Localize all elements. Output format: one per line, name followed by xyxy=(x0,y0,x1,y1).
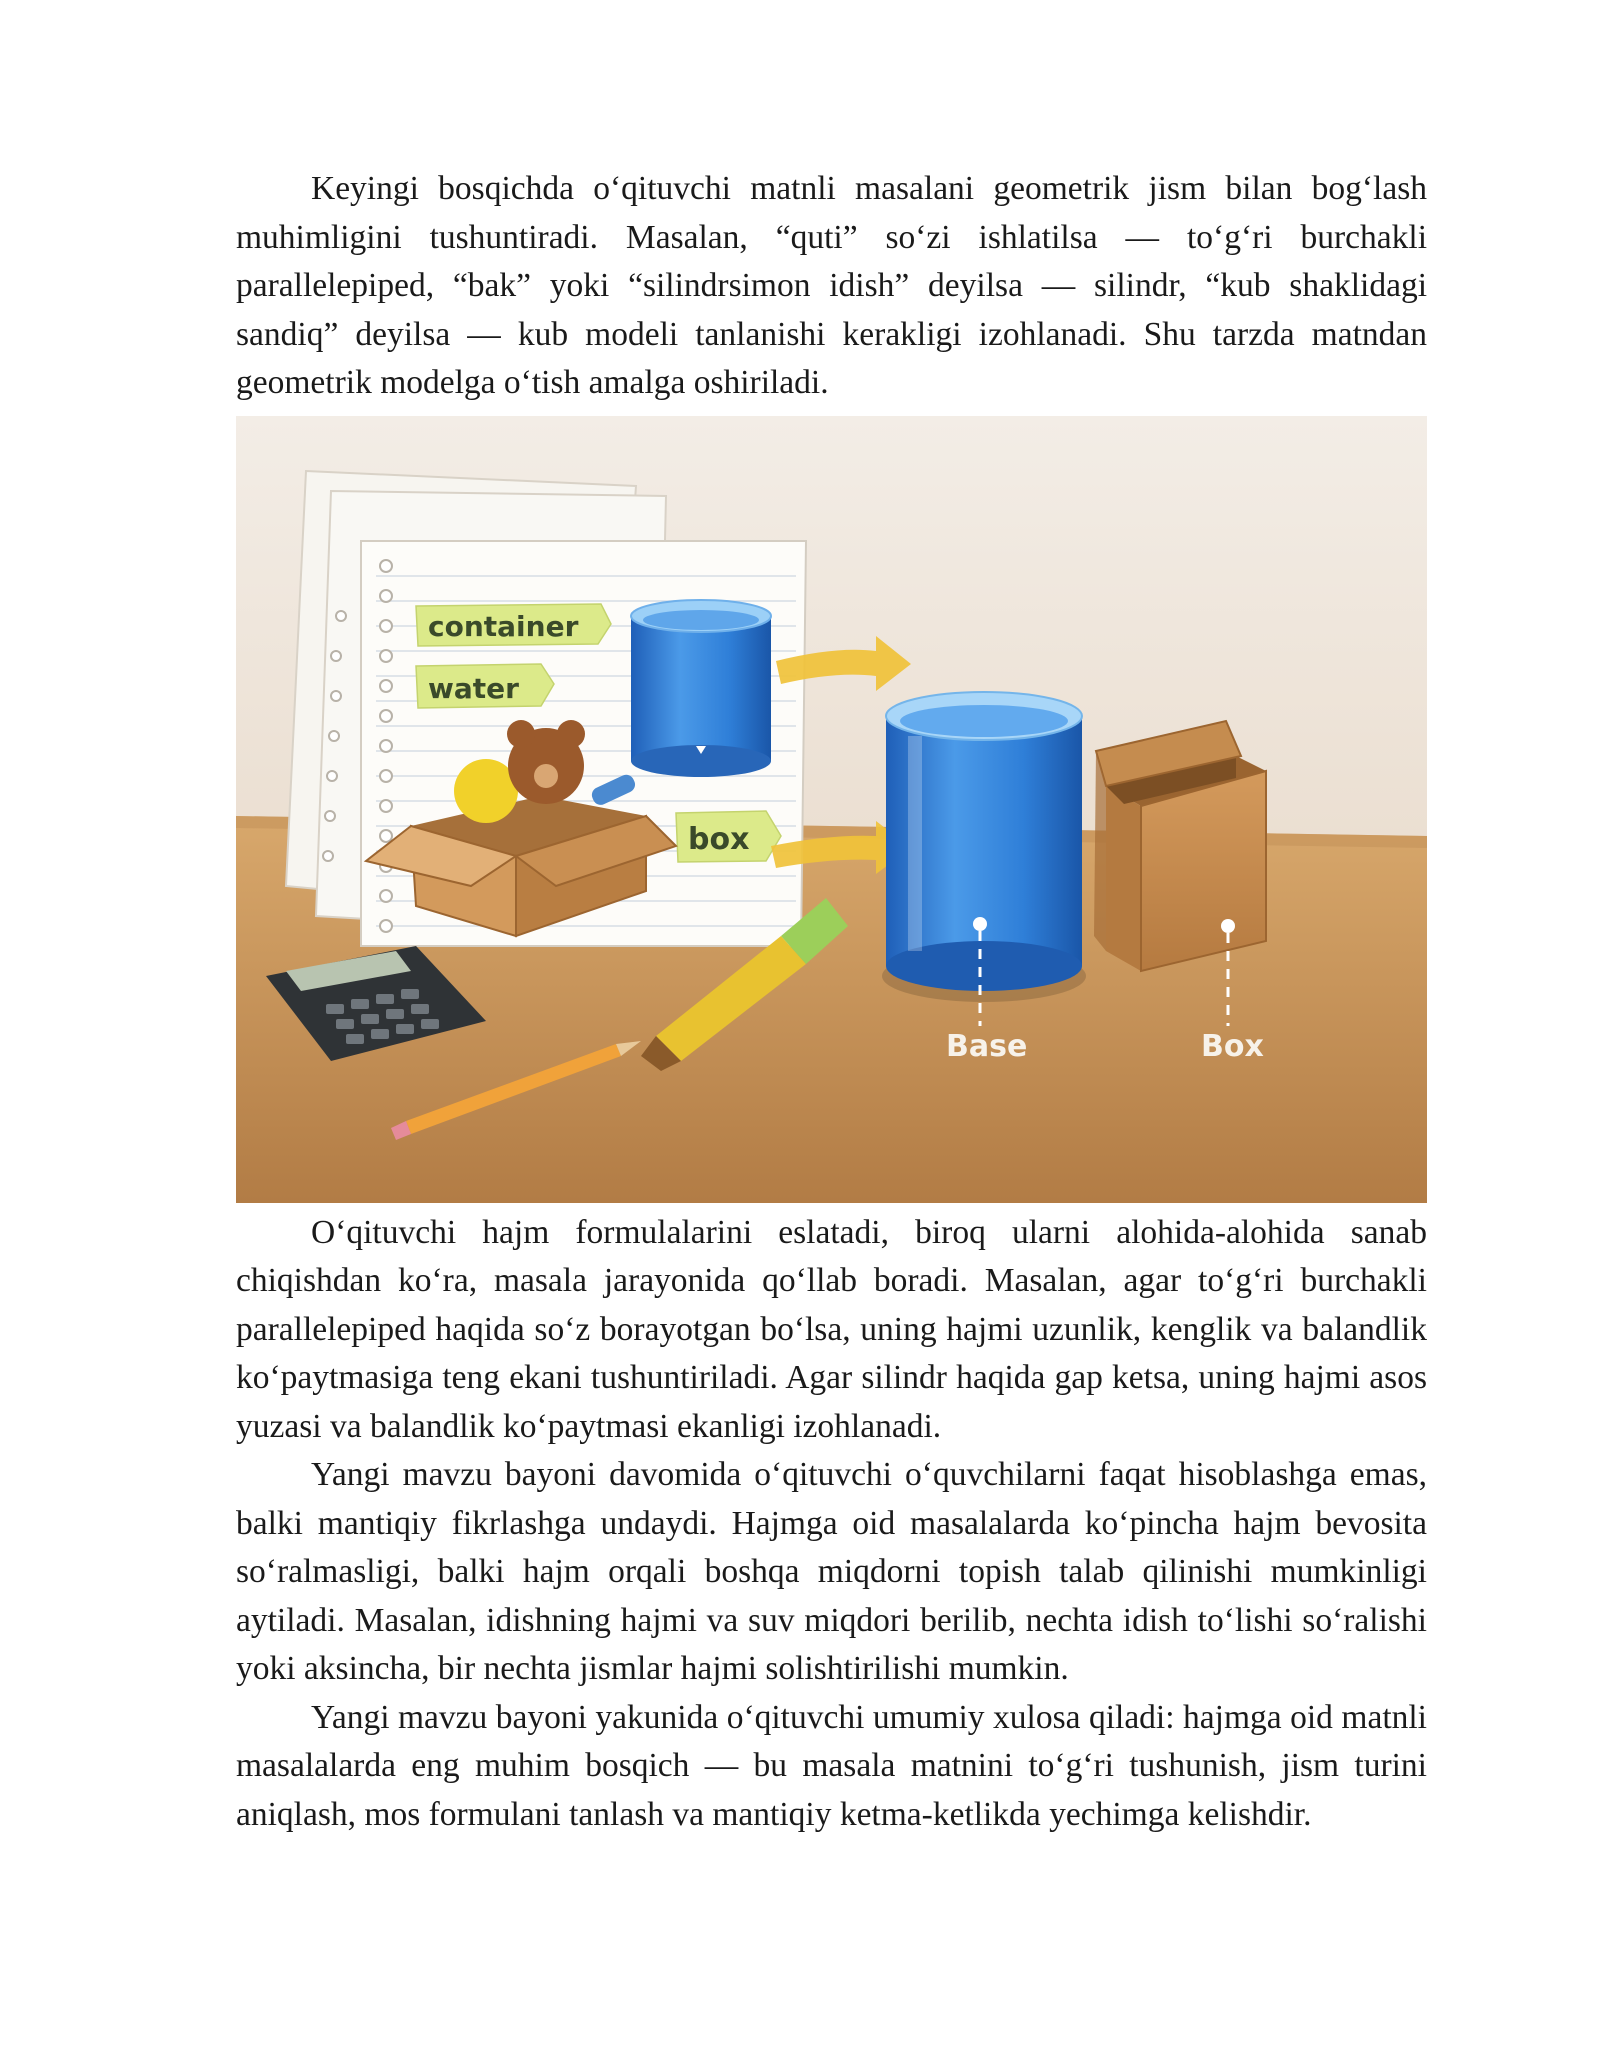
svg-text:water: water xyxy=(428,671,519,705)
illustration-text-to-geometric-model xyxy=(236,416,1427,1203)
box-tag xyxy=(676,811,781,862)
base-caption: Base xyxy=(946,1028,1028,1064)
paragraph-intro: Keyingi bosqichda o‘qituvchi matnli masalani geometrik jism bilan bog‘lash muhimligini tushuntiradi. Masalan, “quti” so‘zi ishlatilsa — to‘g‘ri burchakli parallelepiped, “bak” yoki “silindrsimon idish” deyilsa — silindr, “kub shaklidagi sandiq” deyilsa — kub modeli tanlanishi kerakligi izohlanadi. Shu tarzda matndan geometrik modelga o‘tish amalga oshiriladi. xyxy=(236,170,1427,401)
box-caption: Box xyxy=(1201,1028,1264,1064)
svg-text:container: container xyxy=(428,609,579,643)
svg-text:box: box xyxy=(688,821,750,857)
document-page xyxy=(236,165,1427,1839)
container-tag xyxy=(416,604,611,646)
large-cylinder-image xyxy=(882,692,1086,1026)
paragraph-conclusion: Yangi mavzu bayoni yakunida o‘qituvchi umumiy xulosa qiladi: hajmga oid matnli masalalarda eng muhim bosqich — bu masala matnini to‘g‘ri tushunish, jism turini aniqlash, mos formulani tanlash va mantiqiy ketma-ketlikda yechimga kelishdir. xyxy=(236,1698,1427,1833)
paragraph-formulas: O‘qituvchi hajm formulalarini eslatadi, biroq ularni alohida-alohida sanab chiqishdan ko‘ra, masala jarayonida qo‘llab boradi. Masalan, agar to‘g‘ri burchakli parallelepiped haqida so‘z borayotgan bo‘lsa, uning hajmi uzunlik, kenglik va balandlik ko‘paytmasiga teng ekani tushuntiriladi. Agar silindr haqida gap ketsa, uning hajmi asos yuzasi va balandlik ko‘paytmasi ekanligi izohlanadi. xyxy=(236,1213,1427,1445)
paragraph-logical-thinking: Yangi mavzu bayoni davomida o‘qituvchi o‘quvchilarni faqat hisoblashga emas, balki mantiqiy fikrlashga undaydi. Hajmga oid masalalarda ko‘pincha hajm bevosita so‘ralmasligi, balki hajm orqali boshqa miqdorni topish talab qilinishi mumkinligi aytiladi. Masalan, idishning hajmi va suv miqdori berilib, nechta idish to‘lishi so‘ralishi yoki aksincha, bir nechta jismlar hajmi solishtirilishi mumkin. xyxy=(236,1456,1427,1687)
water-tag xyxy=(416,664,554,708)
small-cylinder-image xyxy=(631,600,771,777)
